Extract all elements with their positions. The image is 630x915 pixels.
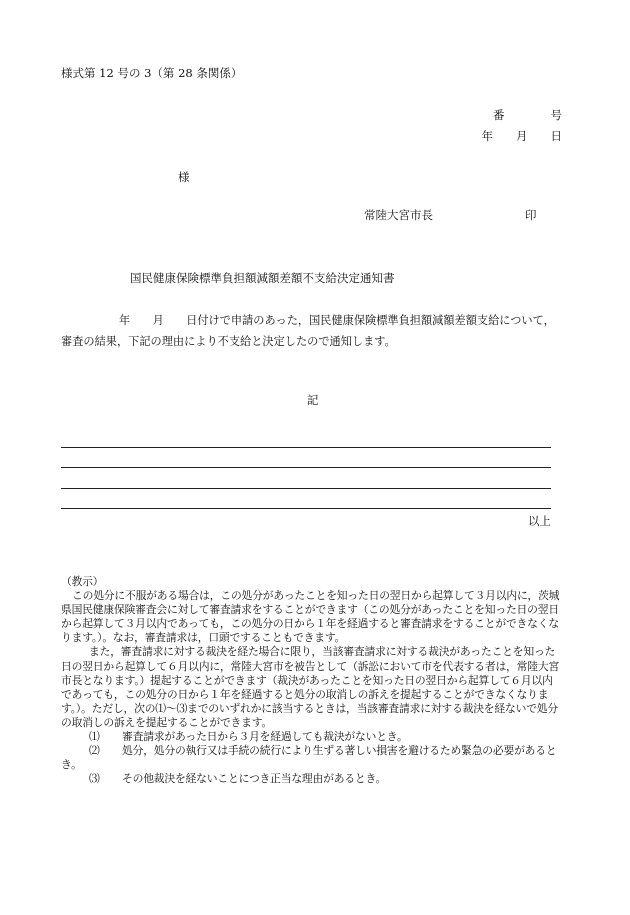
appeal-instruction <box>61 575 561 786</box>
form-id: 様式第 12 号の 3（第 28 条関係） <box>61 66 243 80</box>
reason-line-4 <box>61 508 551 509</box>
instruction-item-3 <box>61 772 561 786</box>
ijo-marker: 以上 <box>528 514 551 528</box>
body-line-1: 年 月 日付けで申請のあった，国民健康保険標準負担額減額差額支給について， <box>119 314 555 327</box>
instruction-paragraph-2: また，審査請求に対する裁決を経た場合に限り，当該審査請求に対する裁決があったことを知った日の翌日から起算して６月以内に，常陸大宮市を被告として（訴訟において市を代表する者は，常陸大宮市長となります。）提起することができます（裁決があったことを知った日の翌日から起算して６月以内であっても，この処分の日から１年を経過すると処分の取消しの訴えを提起することができなくなります。）。ただし，次の⑴～⑶までのいずれかに該当するときは，当該審査請求に対する裁決を経ないで処分の取消しの訴えを提起することができます。 <box>61 645 560 729</box>
instruction-item-1 <box>61 730 561 744</box>
instruction-heading: （教示） <box>61 575 104 588</box>
document-title: 国民健康保険標準負担額減額差額不支給決定通知書 <box>130 271 395 285</box>
item-text: その他裁決を経ないことにつき正当な理由があるとき。 <box>122 772 387 786</box>
item-text: 審査請求があった日から３月を経過しても裁決がないとき。 <box>122 730 408 744</box>
item-number: ⑵ <box>89 744 100 758</box>
body-line-2: 審査の結果，下記の理由により不支給と決定したので通知します。 <box>61 335 396 348</box>
document-number-label: 番 号 <box>493 108 562 122</box>
seal-mark: 印 <box>525 208 537 222</box>
reason-line-3 <box>61 488 551 489</box>
document-date-label: 年 月 日 <box>481 129 562 143</box>
reason-line-2 <box>61 467 551 468</box>
instruction-item-2 <box>61 744 561 772</box>
addressee-honorific: 様 <box>178 170 190 184</box>
sender-name: 常陸大宮市長 <box>364 208 433 222</box>
instruction-paragraph-1: この処分に不服がある場合は，この処分があったことを知った日の翌日から起算して３月以内に，茨城県国民健康保険審査会に対して審査請求をすることができます（この処分があったことを知った日の翌日から起算して３月以内であっても，この処分の日から１年を経過すると審査請求をすることができなくなります。）。なお，審査請求は，口頭ですることもできます。 <box>61 589 560 645</box>
item-number: ⑴ <box>89 730 100 744</box>
ki-marker: 記 <box>307 393 319 407</box>
reason-line-1 <box>61 447 551 448</box>
item-text: 処分，処分の執行又は手続の続行により生ずる著しい損害を避けるため緊急の必要があるとき。 <box>61 744 557 772</box>
item-number: ⑶ <box>89 772 100 786</box>
